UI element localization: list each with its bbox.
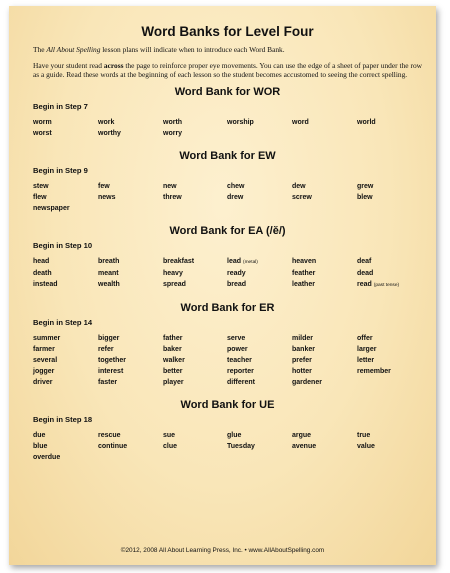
word-text: rescue — [98, 431, 121, 439]
word-text: faster — [98, 378, 118, 386]
word-text: glue — [227, 431, 242, 439]
word-item — [227, 379, 292, 387]
word-text: remember — [357, 367, 391, 375]
word-item — [292, 183, 357, 191]
word-text: driver — [33, 378, 53, 386]
word-text: leather — [292, 280, 315, 288]
word-item — [33, 335, 98, 343]
word-item — [227, 281, 292, 290]
word-item — [33, 368, 98, 376]
intro-text: The — [33, 45, 47, 54]
step-label: Begin in Step 9 — [33, 165, 88, 175]
word-item — [33, 432, 98, 440]
word-item — [98, 335, 163, 343]
word-text: breakfast — [163, 257, 195, 265]
word-item — [357, 443, 417, 451]
word-grid — [33, 258, 422, 290]
word-item — [98, 258, 163, 267]
word-text: breath — [98, 257, 120, 265]
word-text: news — [98, 193, 116, 201]
emphasis-text: across — [103, 60, 124, 70]
word-text: lead — [227, 257, 242, 265]
word-bank-section — [33, 399, 422, 462]
word-item — [357, 368, 417, 376]
word-item — [163, 183, 227, 191]
word-item — [227, 432, 292, 440]
program-name: All About Spelling — [46, 45, 101, 54]
word-item — [163, 194, 227, 202]
word-item — [33, 183, 98, 191]
word-item — [357, 357, 417, 365]
word-text: blew — [357, 193, 373, 201]
word-item — [98, 368, 163, 376]
word-text: blue — [33, 442, 48, 450]
word-item — [98, 357, 163, 365]
word-text: player — [163, 378, 184, 386]
word-text: worthy — [98, 129, 121, 137]
word-text: overdue — [33, 453, 61, 461]
word-note: (metal) — [242, 259, 258, 265]
word-item — [33, 443, 98, 451]
word-text: world — [357, 118, 376, 126]
word-item — [98, 432, 163, 440]
word-text: bread — [227, 280, 247, 288]
word-bank-section — [33, 225, 422, 290]
word-text: flew — [33, 193, 47, 201]
word-text: interest — [98, 367, 124, 375]
word-text: hotter — [292, 367, 312, 375]
word-text: deaf — [357, 257, 372, 265]
word-text: serve — [227, 334, 246, 342]
word-item — [98, 281, 163, 290]
word-text: worry — [163, 129, 183, 137]
word-text: bigger — [98, 334, 120, 342]
word-item — [98, 183, 163, 191]
word-item — [163, 368, 227, 376]
word-text: worship — [227, 118, 254, 126]
word-text: stew — [33, 182, 49, 190]
word-text: better — [163, 367, 183, 375]
word-item — [292, 379, 357, 387]
word-item — [33, 119, 98, 127]
word-item — [227, 183, 292, 191]
section-title: Word Bank for ER — [180, 301, 275, 314]
word-text: banker — [292, 345, 315, 353]
word-text: threw — [163, 193, 182, 201]
word-text: father — [163, 334, 183, 342]
word-item — [33, 379, 98, 387]
word-bank-sections — [33, 86, 422, 462]
step-label: Begin in Step 18 — [33, 414, 93, 424]
intro-text: lesson plans will indicate when to introduce each Word Bank. — [100, 45, 285, 54]
word-text: dead — [357, 269, 374, 277]
word-item — [227, 443, 292, 451]
step-label: Begin in Step 10 — [33, 240, 93, 250]
word-item — [33, 270, 98, 278]
intro-text: the page to reinforce proper eye movements. You can use the edge of a sheet of paper under the row as a guide. Read these words at the beginning of each lesson so the student becomes accustomed to seeing the correct spelling. — [33, 60, 422, 79]
word-text: baker — [163, 345, 182, 353]
word-item — [98, 270, 163, 278]
word-text: continue — [98, 442, 128, 450]
word-text: teacher — [227, 356, 252, 364]
word-text: instead — [33, 280, 58, 288]
word-text: worth — [163, 118, 183, 126]
word-item — [292, 119, 357, 127]
word-text: due — [33, 431, 46, 439]
word-item — [163, 119, 227, 127]
word-text: milder — [292, 334, 314, 342]
word-item — [33, 346, 98, 354]
word-text: screw — [292, 193, 312, 201]
word-text: head — [33, 257, 50, 265]
word-item — [292, 258, 357, 267]
word-item — [98, 346, 163, 354]
word-text: summer — [33, 334, 61, 342]
word-item — [292, 270, 357, 278]
word-item — [292, 368, 357, 376]
word-text: different — [227, 378, 255, 386]
word-item — [292, 335, 357, 343]
word-text: wealth — [98, 280, 120, 288]
word-item — [98, 443, 163, 451]
intro-paragraph-1 — [33, 45, 422, 55]
word-bank-section — [33, 86, 422, 138]
word-text: read — [357, 280, 372, 288]
intro-text: Have your student read — [33, 60, 104, 70]
word-item — [163, 432, 227, 440]
word-text: gardener — [292, 378, 322, 386]
word-item — [163, 346, 227, 354]
word-item — [357, 258, 417, 267]
word-text: clue — [163, 442, 178, 450]
word-item — [357, 432, 417, 440]
word-text: grew — [357, 182, 374, 190]
word-item — [357, 346, 417, 354]
word-text: sue — [163, 431, 176, 439]
word-item — [292, 346, 357, 354]
word-item — [357, 270, 417, 278]
word-item — [33, 205, 98, 213]
step-label: Begin in Step 7 — [33, 101, 88, 111]
word-item — [357, 119, 417, 127]
word-grid — [33, 335, 422, 387]
word-item — [227, 194, 292, 202]
word-text: avenue — [292, 442, 317, 450]
step-label: Begin in Step 14 — [33, 317, 93, 327]
word-item — [33, 454, 98, 462]
word-item — [227, 270, 292, 278]
word-item — [227, 258, 292, 267]
section-title: Word Bank for EW — [179, 149, 276, 162]
word-text: heavy — [163, 269, 183, 277]
word-text: work — [98, 118, 115, 126]
word-item — [98, 119, 163, 127]
word-text: argue — [292, 431, 312, 439]
word-text: chew — [227, 182, 245, 190]
word-text: value — [357, 442, 375, 450]
word-item — [33, 130, 98, 138]
word-text: feather — [292, 269, 316, 277]
word-item — [292, 432, 357, 440]
word-item — [163, 335, 227, 343]
word-item — [357, 281, 417, 290]
word-item — [163, 270, 227, 278]
word-item — [292, 194, 357, 202]
word-item — [357, 183, 417, 191]
word-bank-section — [33, 302, 422, 387]
word-text: larger — [357, 345, 377, 353]
word-item — [33, 357, 98, 365]
word-text: together — [98, 356, 126, 364]
footer-copyright: ©2012, 2008 All About Learning Press, Inc. • www.AllAboutSpelling.com — [120, 547, 325, 554]
word-item — [33, 258, 98, 267]
word-item — [227, 368, 292, 376]
word-text: drew — [227, 193, 244, 201]
word-item — [357, 194, 417, 202]
word-text: dew — [292, 182, 306, 190]
word-text: farmer — [33, 345, 55, 353]
word-text: newspaper — [33, 204, 70, 212]
word-text: worm — [33, 118, 52, 126]
word-text: reporter — [227, 367, 254, 375]
word-text: prefer — [292, 356, 312, 364]
word-text: Tuesday — [227, 442, 255, 450]
word-text: walker — [163, 356, 185, 364]
word-text: heaven — [292, 257, 317, 265]
word-item — [292, 443, 357, 451]
word-item — [292, 281, 357, 290]
page-title: Word Banks for Level Four — [141, 24, 314, 39]
word-item — [357, 335, 417, 343]
word-item — [227, 335, 292, 343]
word-item — [98, 379, 163, 387]
word-text: offer — [357, 334, 373, 342]
word-item — [33, 194, 98, 202]
word-item — [227, 357, 292, 365]
word-text: jogger — [33, 367, 55, 375]
word-item — [292, 357, 357, 365]
word-item — [163, 379, 227, 387]
word-text: ready — [227, 269, 246, 277]
word-grid — [33, 432, 422, 462]
word-text: several — [33, 356, 58, 364]
document-page — [9, 6, 436, 565]
section-title: Word Bank for WOR — [174, 85, 281, 98]
word-note: (past tense) — [373, 282, 400, 288]
intro-paragraph-2 — [33, 61, 422, 80]
word-item — [163, 357, 227, 365]
word-item — [98, 194, 163, 202]
word-grid — [33, 119, 422, 138]
section-title: Word Bank for UE — [180, 398, 275, 411]
word-text: few — [98, 182, 110, 190]
word-item — [163, 443, 227, 451]
word-item — [227, 119, 292, 127]
word-text: meant — [98, 269, 119, 277]
section-title: Word Bank for EA (/ĕ/) — [169, 224, 286, 237]
word-text: worst — [33, 129, 52, 137]
word-text: refer — [98, 345, 114, 353]
word-grid — [33, 183, 422, 213]
word-item — [98, 130, 163, 138]
word-text: true — [357, 431, 371, 439]
word-text: power — [227, 345, 248, 353]
word-item — [163, 281, 227, 290]
word-text: death — [33, 269, 52, 277]
word-item — [227, 346, 292, 354]
word-text: new — [163, 182, 177, 190]
word-bank-section — [33, 150, 422, 213]
word-item — [163, 130, 227, 138]
word-text: letter — [357, 356, 375, 364]
word-text: spread — [163, 280, 186, 288]
word-item — [33, 281, 98, 290]
word-item — [163, 258, 227, 267]
word-text: word — [292, 118, 309, 126]
